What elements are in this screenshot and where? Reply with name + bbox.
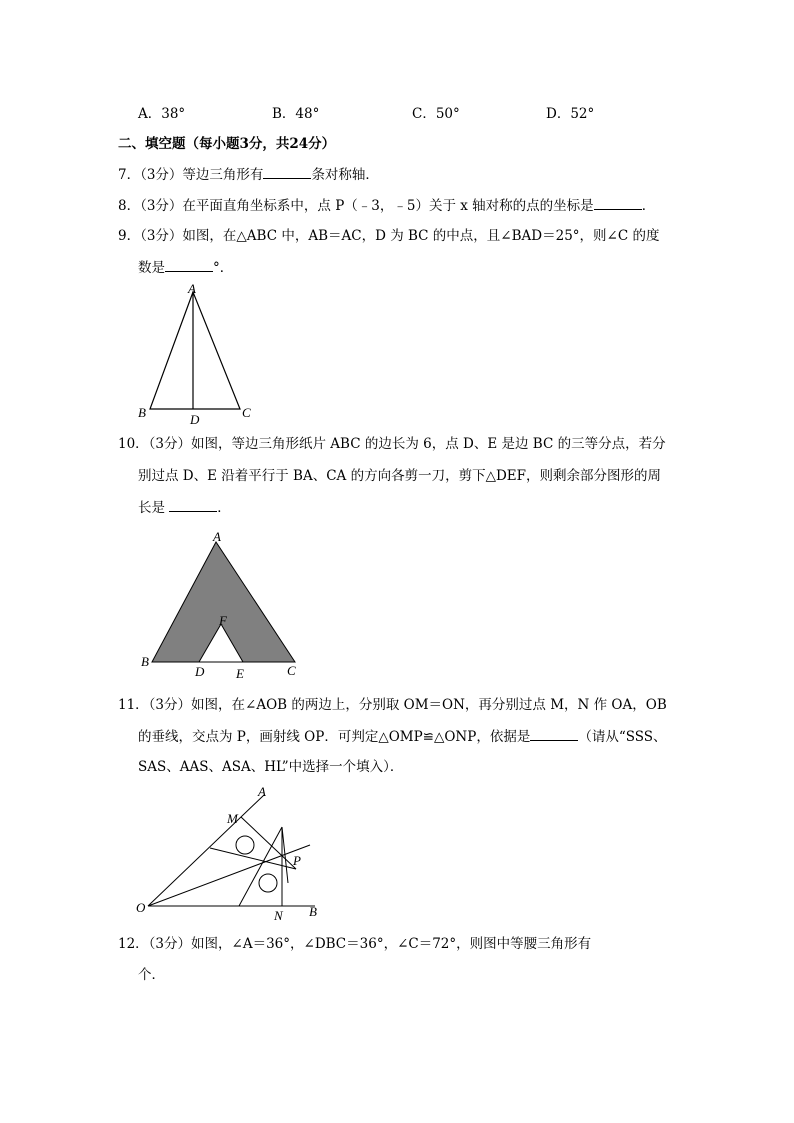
q8-answer-blank[interactable] xyxy=(594,195,642,210)
label-m: M xyxy=(227,811,238,826)
question-11-line-2 xyxy=(138,726,667,747)
label-o: O xyxy=(136,900,146,915)
question-11-line-3: SAS、AAS、ASA、HL”中选择一个填入）． xyxy=(138,759,404,775)
label-a: A xyxy=(213,529,221,544)
option-c: C．50° xyxy=(412,106,460,122)
square2-hole xyxy=(259,874,277,892)
ray-op xyxy=(148,845,310,906)
label-e: E xyxy=(236,666,244,681)
q9-text: 数是 xyxy=(138,260,165,276)
label-a: A xyxy=(258,784,266,799)
label-a: A xyxy=(188,282,196,296)
label-f: F xyxy=(219,613,227,628)
question-12-line-2: 个． xyxy=(138,967,165,983)
square1-edge-a xyxy=(241,817,296,869)
q11-answer-blank[interactable] xyxy=(530,726,578,741)
q10-text: 长是 xyxy=(138,500,170,516)
option-b: B．48° xyxy=(272,106,320,122)
q10-text-end: ． xyxy=(217,500,231,516)
section-heading: 二、填空题（每小题3分，共24分） xyxy=(118,136,336,152)
q8-text-end: ． xyxy=(641,198,656,214)
square1-hole xyxy=(236,836,254,854)
label-b: B xyxy=(138,405,146,420)
question-8 xyxy=(118,195,655,216)
q11-angle-figure xyxy=(130,783,330,923)
label-c: C xyxy=(242,405,251,420)
question-7 xyxy=(118,164,379,185)
question-9-line-2 xyxy=(138,257,233,278)
q9-answer-blank[interactable] xyxy=(165,257,213,272)
q9-triangle-figure xyxy=(130,282,260,427)
question-10-line-1: 10．（3分）如图，等边三角形纸片 ABC 的边长为 6，点 D、E 是边 BC 的三等分点，若分 xyxy=(118,436,666,452)
question-10-line-2: 别过点 D、E 沿着平行于 BA、CA 的方向各剪一刀，剪下△DEF，则剩余部分图形的周 xyxy=(138,468,662,484)
label-p: P xyxy=(293,853,301,868)
label-c: C xyxy=(287,663,296,678)
q9-text-end: °． xyxy=(213,260,234,276)
q8-text: 8．（3分）在平面直角坐标系中，点 P（﹣3，﹣5）关于 x 轴对称的点的坐标是 xyxy=(118,198,594,214)
question-10-line-3 xyxy=(138,497,231,518)
q7-text-end: 条对称轴． xyxy=(311,167,379,183)
q11-text-end: （请从“SSS、 xyxy=(578,729,667,745)
label-b: B xyxy=(141,654,149,669)
question-12-line-1: 12．（3分）如图，∠A＝36°，∠DBC＝36°，∠C＝72°，则图中等腰三角形有 xyxy=(118,936,592,952)
question-9-line-1: 9．（3分）如图，在△ABC 中，AB＝AC，D 为 BC 的中点，且∠BAD＝25°，则∠C 的度 xyxy=(118,228,660,244)
label-n: N xyxy=(274,908,283,923)
label-d: D xyxy=(190,412,200,427)
label-b: B xyxy=(309,904,317,919)
ray-oa xyxy=(148,795,264,906)
option-a: A．38° xyxy=(138,106,186,122)
square1-edge-b xyxy=(210,848,296,869)
option-d: D．52° xyxy=(546,106,595,122)
q11-text: 的垂线，交点为 P，画射线 OP．可判定△OMP≌△ONP，依据是 xyxy=(138,729,531,745)
triangle-abc xyxy=(150,292,240,409)
q7-text: 7．（3分）等边三角形有 xyxy=(118,167,264,183)
q7-answer-blank[interactable] xyxy=(263,164,311,179)
q10-answer-blank[interactable] xyxy=(169,497,217,512)
question-11-line-1: 11．（3分）如图，在∠AOB 的两边上，分别取 OM＝ON，再分别过点 M，N 作 OA，OB xyxy=(118,697,667,713)
label-d: D xyxy=(195,664,205,679)
square2-edge-b xyxy=(239,827,282,906)
q10-triangle-figure xyxy=(135,528,310,683)
